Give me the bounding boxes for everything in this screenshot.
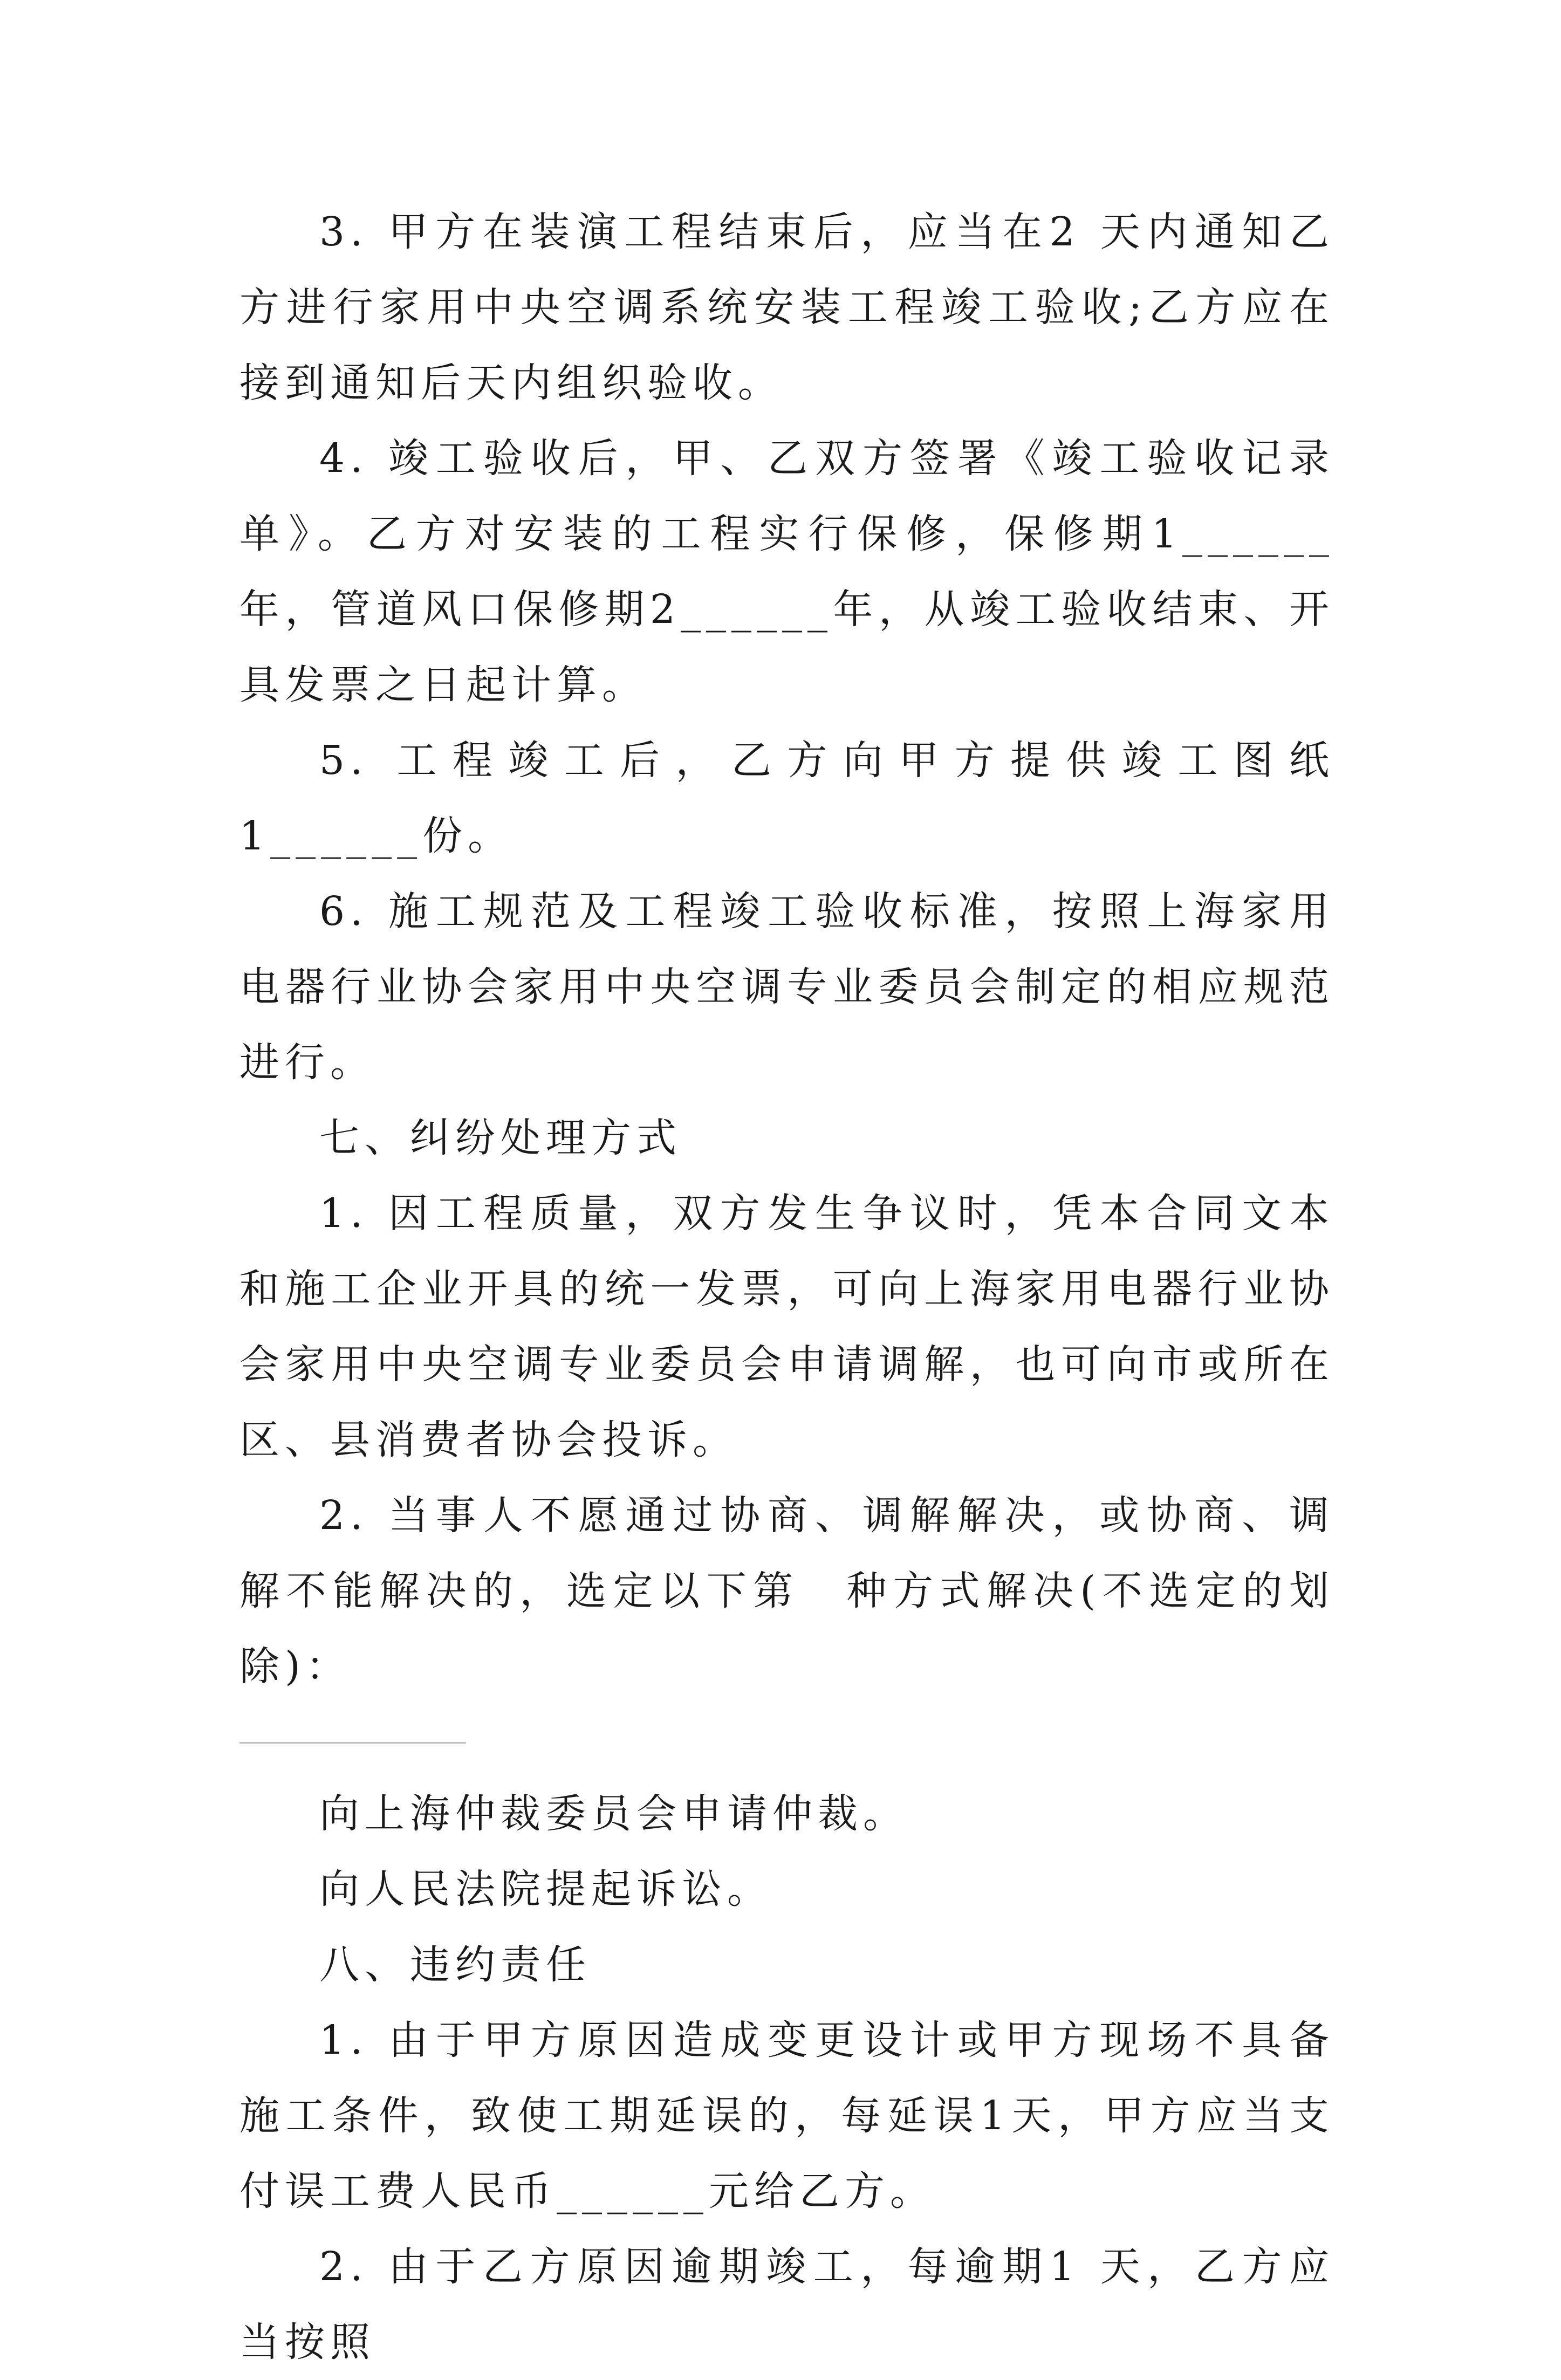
paragraph-breach-party-a: 1. 由于甲方原因造成变更设计或甲方现场不具备施工条件，致使工期延误的，每延误1天，甲方应当支付误工费人民币______元给乙方。 bbox=[239, 2017, 1334, 2214]
blank-underline bbox=[239, 1742, 466, 1744]
section-heading-dispute: 七、纠纷处理方式 bbox=[319, 1115, 682, 1161]
paragraph-drawings: 5. 工程竣工后，乙方向甲方提供竣工图纸1______份。 bbox=[239, 737, 1334, 859]
document-body bbox=[239, 194, 1334, 2380]
section-heading-breach: 八、违约责任 bbox=[319, 1942, 591, 1988]
paragraph-standards: 6. 施工规范及工程竣工验收标准，按照上海家用电器行业协会家用中央空调专业委员会制定的相应规范进行。 bbox=[239, 888, 1334, 1086]
option-litigation: 向人民法院提起诉讼。 bbox=[319, 1866, 772, 1912]
paragraph-dispute-choice: 2. 当事人不愿通过协商、调解解决，或协商、调解不能解决的，选定以下第 种方式解决(不选定的划除)： bbox=[239, 1492, 1334, 1690]
paragraph-dispute-mediation: 1. 因工程质量，双方发生争议时，凭本合同文本和施工企业开具的统一发票，可向上海家用电器行业协会家用中央空调专业委员会申请调解，也可向市或所在区、县消费者协会投诉。 bbox=[239, 1190, 1334, 1463]
paragraph-warranty: 4. 竣工验收后，甲、乙双方签署《竣工验收记录单》。乙方对安装的工程实行保修，保修期1______年，管道风口保修期2______年，从竣工验收结束、开具发票之日起计算。 bbox=[239, 435, 1334, 708]
paragraph-acceptance-notice: 3. 甲方在装演工程结束后，应当在2 天内通知乙方进行家用中央空调系统安装工程竣工验收;乙方应在接到通知后天内组织验收。 bbox=[239, 209, 1334, 406]
option-arbitration: 向上海仲裁委员会申请仲裁。 bbox=[319, 1791, 908, 1837]
paragraph-breach-party-b: 2. 由于乙方原因逾期竣工，每逾期1 天，乙方应当按照 bbox=[239, 2244, 1334, 2365]
